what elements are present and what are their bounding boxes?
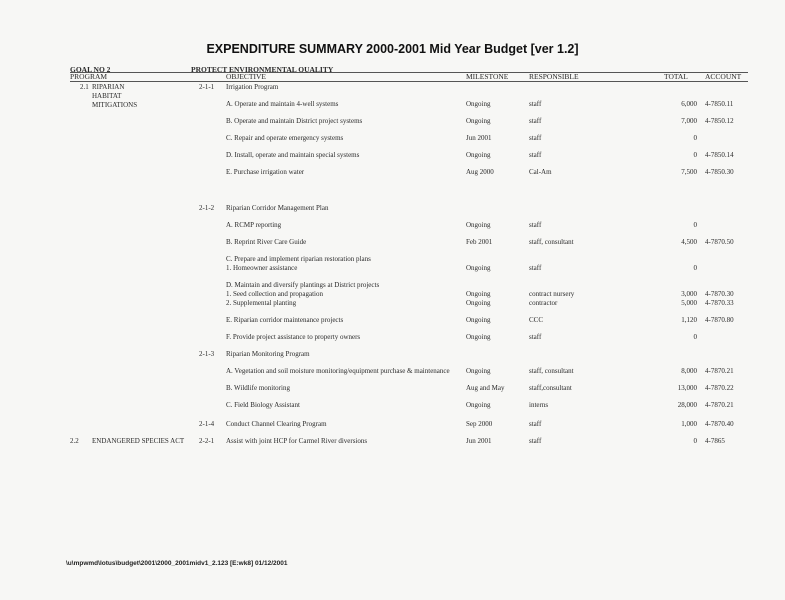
row-total: 0 bbox=[693, 221, 697, 229]
goal-label: GOAL NO 2 bbox=[70, 65, 111, 74]
row-total: 0 bbox=[693, 437, 697, 445]
column-header-objective: OBJECTIVE bbox=[226, 72, 266, 81]
row-objective: Riparian Monitoring Program bbox=[226, 350, 310, 358]
row-total: 7,500 bbox=[681, 168, 697, 176]
program-name-line: HABITAT bbox=[92, 92, 122, 100]
row-objective: C. Repair and operate emergency systems bbox=[226, 134, 344, 142]
row-responsible: staff bbox=[529, 420, 542, 428]
row-account: 4-7870.40 bbox=[705, 420, 734, 428]
row-code: 2-2-1 bbox=[199, 437, 215, 445]
row-code: 2-1-1 bbox=[199, 83, 215, 91]
row-milestone: Ongoing bbox=[466, 316, 491, 324]
row-milestone: Feb 2001 bbox=[466, 238, 493, 246]
row-account: 4-7870.30 bbox=[705, 290, 734, 298]
row-milestone: Jun 2001 bbox=[466, 134, 492, 142]
row-account: 4-7850.30 bbox=[705, 168, 734, 176]
program-number: 2.2 bbox=[70, 437, 79, 445]
row-milestone: Ongoing bbox=[466, 117, 491, 125]
column-header-program: PROGRAM bbox=[70, 72, 108, 81]
row-account: 4-7850.11 bbox=[705, 100, 734, 108]
file-path-footer: \u\mpwmd\lotus\budget\2001\2000_2001midv1_2.123 [E:wk8] 01/12/2001 bbox=[66, 560, 288, 567]
row-milestone: Sep 2000 bbox=[466, 420, 493, 428]
row-milestone: Ongoing bbox=[466, 299, 491, 307]
row-objective: E. Purchase irrigation water bbox=[226, 168, 305, 176]
row-responsible: staff bbox=[529, 437, 542, 445]
row-account: 4-7850.12 bbox=[705, 117, 734, 125]
row-objective: 1. Homeowner assistance bbox=[226, 264, 298, 272]
page-title: EXPENDITURE SUMMARY 2000-2001 Mid Year Budget [ver 1.2] bbox=[206, 42, 579, 56]
column-header-account: ACCOUNT bbox=[705, 72, 742, 81]
row-milestone: Ongoing bbox=[466, 100, 491, 108]
row-milestone: Ongoing bbox=[466, 221, 491, 229]
row-total: 0 bbox=[693, 264, 697, 272]
row-account: 4-7870.80 bbox=[705, 316, 734, 324]
row-responsible: staff bbox=[529, 221, 542, 229]
row-objective: F. Provide project assistance to property owners bbox=[226, 333, 361, 341]
row-objective: D. Maintain and diversify plantings at District projects bbox=[226, 281, 380, 289]
row-milestone: Jun 2001 bbox=[466, 437, 492, 445]
row-account: 4-7870.22 bbox=[705, 384, 734, 392]
header-top-rule bbox=[70, 72, 748, 73]
row-objective: E. Riparian corridor maintenance projects bbox=[226, 316, 344, 324]
row-objective: Conduct Channel Clearing Program bbox=[226, 420, 327, 428]
row-milestone: Ongoing bbox=[466, 333, 491, 341]
row-objective: Irrigation Program bbox=[226, 83, 279, 91]
program-name-line: ENDANGERED SPECIES ACT bbox=[92, 437, 185, 445]
row-account: 4-7870.21 bbox=[705, 401, 734, 409]
row-objective: Riparian Corridor Management Plan bbox=[226, 204, 329, 212]
row-total: 0 bbox=[693, 151, 697, 159]
row-total: 7,000 bbox=[681, 117, 697, 125]
row-total: 1,000 bbox=[681, 420, 697, 428]
row-objective: A. Vegetation and soil moisture monitoring/equipment purchase & maintenance bbox=[226, 367, 450, 375]
row-account: 4-7870.50 bbox=[705, 238, 734, 246]
row-objective: B. Operate and maintain District project systems bbox=[226, 117, 363, 125]
row-responsible: staff bbox=[529, 134, 542, 142]
row-responsible: staff bbox=[529, 333, 542, 341]
row-objective: Assist with joint HCP for Carmel River diversions bbox=[226, 437, 368, 445]
row-responsible: staff bbox=[529, 100, 542, 108]
row-objective: C. Field Biology Assistant bbox=[226, 401, 300, 409]
row-responsible: contract nursery bbox=[529, 290, 575, 298]
row-account: 4-7850.14 bbox=[705, 151, 734, 159]
row-total: 8,000 bbox=[681, 367, 697, 375]
row-account: 4-7870.21 bbox=[705, 367, 734, 375]
row-responsible: Cal-Am bbox=[529, 168, 552, 176]
row-milestone: Ongoing bbox=[466, 264, 491, 272]
column-header-responsible: RESPONSIBLE bbox=[529, 72, 579, 81]
row-responsible: staff,consultant bbox=[529, 384, 572, 392]
row-milestone: Aug and May bbox=[466, 384, 505, 392]
row-objective: D. Install, operate and maintain special systems bbox=[226, 151, 360, 159]
row-total: 0 bbox=[693, 333, 697, 341]
row-milestone: Ongoing bbox=[466, 290, 491, 298]
row-objective: 1. Seed collection and propagation bbox=[226, 290, 323, 298]
row-objective: 2. Supplemental planting bbox=[226, 299, 297, 307]
row-code: 2-1-4 bbox=[199, 420, 215, 428]
program-name-line: RIPARIAN bbox=[92, 83, 125, 91]
row-total: 0 bbox=[693, 134, 697, 142]
row-milestone: Ongoing bbox=[466, 151, 491, 159]
program-number: 2.1 bbox=[80, 83, 89, 91]
row-responsible: staff bbox=[529, 151, 542, 159]
row-total: 6,000 bbox=[681, 100, 697, 108]
row-milestone: Ongoing bbox=[466, 401, 491, 409]
row-code: 2-1-3 bbox=[199, 350, 215, 358]
row-code: 2-1-2 bbox=[199, 204, 215, 212]
row-milestone: Ongoing bbox=[466, 367, 491, 375]
row-total: 13,000 bbox=[677, 384, 697, 392]
row-responsible: CCC bbox=[529, 316, 544, 324]
row-account: 4-7865 bbox=[705, 437, 725, 445]
row-objective: A. Operate and maintain 4-well systems bbox=[226, 100, 339, 108]
row-objective: B. Wildlife monitoring bbox=[226, 384, 290, 392]
row-responsible: interns bbox=[529, 401, 549, 409]
row-total: 28,000 bbox=[677, 401, 697, 409]
row-total: 4,500 bbox=[681, 238, 697, 246]
row-responsible: staff, consultant bbox=[529, 238, 574, 246]
header-bottom-rule bbox=[70, 81, 748, 82]
row-objective: A. RCMP reporting bbox=[226, 221, 282, 229]
row-responsible: staff, consultant bbox=[529, 367, 574, 375]
program-name-line: MITIGATIONS bbox=[92, 101, 138, 109]
row-objective: C. Prepare and implement riparian restoration plans bbox=[226, 255, 371, 263]
column-header-total: TOTAL bbox=[664, 72, 688, 81]
row-milestone: Aug 2000 bbox=[466, 168, 494, 176]
row-responsible: staff bbox=[529, 117, 542, 125]
goal-name: PROTECT ENVIRONMENTAL QUALITY bbox=[191, 65, 334, 74]
row-account: 4-7870.33 bbox=[705, 299, 734, 307]
row-responsible: contractor bbox=[529, 299, 558, 307]
row-total: 3,000 bbox=[681, 290, 697, 298]
row-objective: B. Reprint River Care Guide bbox=[226, 238, 307, 246]
row-total: 1,120 bbox=[681, 316, 697, 324]
column-header-milestone: MILESTONE bbox=[466, 72, 509, 81]
row-total: 5,000 bbox=[681, 299, 697, 307]
row-responsible: staff bbox=[529, 264, 542, 272]
